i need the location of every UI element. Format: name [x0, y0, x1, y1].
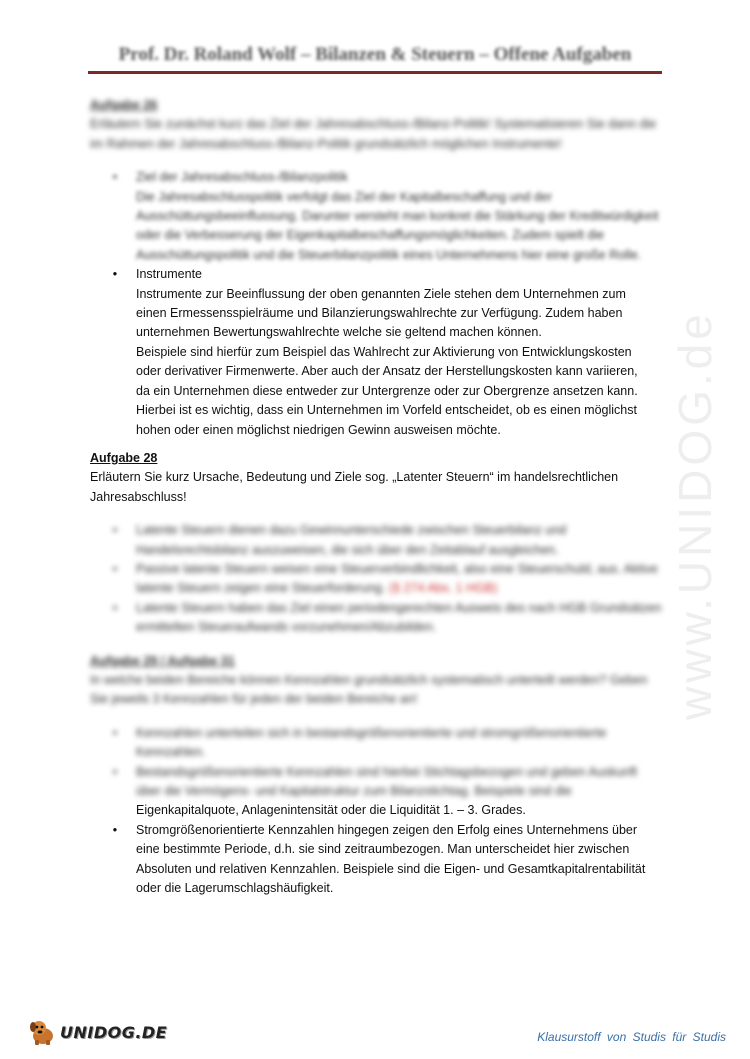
- footer-tagline: Klausurstoff von Studis für Studis: [537, 1030, 726, 1044]
- task-26-answer-list: [90, 168, 665, 440]
- unidog-logo: [28, 1018, 167, 1046]
- list-item: • Instrumente Instrumente zur Beeinflussung der oben genannten Ziele stehen dem Unternehmen zum einen Ermessensspielräume und Bilanzierungswahlrechte zur Verfügung. Zudem haben unternehmen Bewertungswahlrechte welche sie geltend machen können. Beispiele sind hierfür zum Beispiel das Wahlrecht zur Aktivierung von Entwicklungskosten oder derivativer Firmenwerte. Aber auch der Ansatz der Herstellungskosten kann variieren, da ein Unternehmen diese entweder zur Untergrenze oder zur Obergrenze ansetzen kann. Hierbei ist es wichtig, dass ein Unternehmen im Vorfeld entscheidet, ob es einen möglichst hohen oder einen möglichst niedrigen Gewinn ausweisen möchte.: [90, 265, 665, 440]
- bullet-icon: •: [112, 267, 118, 282]
- task-29-title: Aufgabe 29 / Aufgabe 31: [90, 653, 235, 668]
- list-item: • Passive latente Steuern weisen eine Steuerverbindlichkeit, also eine Steuerschuld, aus. Aktive latente Steuern zeigen eine Steuerforderung. (§ 274 Abs. 1 HGB): [90, 560, 665, 599]
- document-body: [90, 96, 665, 898]
- page-header-title: Prof. Dr. Roland Wolf – Bilanzen & Steuern – Offene Aufgaben: [118, 44, 632, 65]
- watermark: www.UNIDOG.de: [669, 310, 721, 720]
- task-29-answer-list: [90, 724, 665, 899]
- list-item: • Ziel der Jahresabschluss-/Bilanzpolitik Die Jahresabschlusspolitik verfolgt das Ziel der Kapitalbeschaffung und der Ausschüttungsbeeinflussung. Darunter versteht man konkret die Stärkung der Kreditwürdigkeit oder die Verbesserung der Eigenkapitalbeschaffungsmöglichkeiten. Zudem spielt die Ausschüttungspolitik und die Steuerbilanzpolitik eines Unternehmens hier eine große Rolle.: [90, 168, 665, 265]
- list-item: • Latente Steuern dienen dazu Gewinnunterschiede zwischen Steuerbilanz und Handelsrechtsbilanz auszuweisen, die sich über den Zeitablauf ausgleichen.: [90, 521, 665, 560]
- dog-logo-icon: [28, 1018, 58, 1046]
- bullet-icon: •: [112, 822, 118, 837]
- bullet-icon: •: [112, 725, 118, 740]
- task-29-question: In welche beiden Bereiche können Kennzahlen grundsätzlich systematisch unterteilt werden? Geben Sie jeweils 3 Kennzahlen für jeden der beiden Bereiche an!: [90, 672, 648, 707]
- bullet-icon: •: [112, 764, 118, 779]
- bullet-icon: •: [112, 523, 118, 538]
- task-28-answer-list: [90, 521, 665, 637]
- list-item: • Stromgrößenorientierte Kennzahlen hingegen zeigen den Erfolg eines Unternehmens über eine bestimmte Periode, d.h. sie sind zeitraumbezogen. Man unterscheidet hier zwischen Absoluten und relativen Kennzahlen. Beispiele sind die Eigen- und Gesamtkapitalrentabilität oder die Lagerumschlagshäufigkeit.: [90, 821, 665, 899]
- list-item: • Bestandsgrößenorientierte Kennzahlen sind hierbei Stichtagsbezogen und geben Auskunft über die Vermögens- und Kapitalstruktur zum Bilanzstichtag. Beispiele sind die Eigenkapitalquote, Anlagenintensität oder die Liquidität 1. – 3. Grades.: [90, 763, 665, 821]
- bullet-icon: •: [112, 600, 118, 615]
- header-divider: [88, 71, 662, 74]
- task-26-question: Erläutern Sie zunächst kurz das Ziel der Jahresabschluss-/Bilanz-Politik! Systematisieren Sie dann die im Rahmen der Jahresabschluss-/Bilanz-Politik grundsätzlich möglichen Instrumente!: [90, 117, 657, 151]
- list-item: • Latente Steuern haben das Ziel einen periodengerechten Ausweis des nach HGB Grundsätzen ermittelten Steueraufwands vorzunehmen/Abzubilden.: [90, 599, 665, 638]
- bullet-icon: •: [112, 170, 118, 185]
- bullet-icon: •: [112, 561, 118, 576]
- task-26-title: Aufgabe 26: [90, 98, 158, 112]
- task-28-question-line: Erläutern Sie kurz Ursache, Bedeutung und Ziele sog. „Latenter Steuern“ im handelsrechtlichen: [90, 470, 619, 485]
- task-28-question-line: Jahresabschluss!: [90, 489, 187, 504]
- task-28-title: Aufgabe 28: [90, 450, 158, 465]
- law-reference: (§ 274 Abs. 1 HGB): [388, 581, 498, 596]
- logo-text: UNIDOG.DE: [60, 1022, 168, 1042]
- list-item: • Kennzahlen unterteilen sich in bestandsgrößenorientierte und stromgrößenorientierte Kennzahlen.: [90, 724, 665, 763]
